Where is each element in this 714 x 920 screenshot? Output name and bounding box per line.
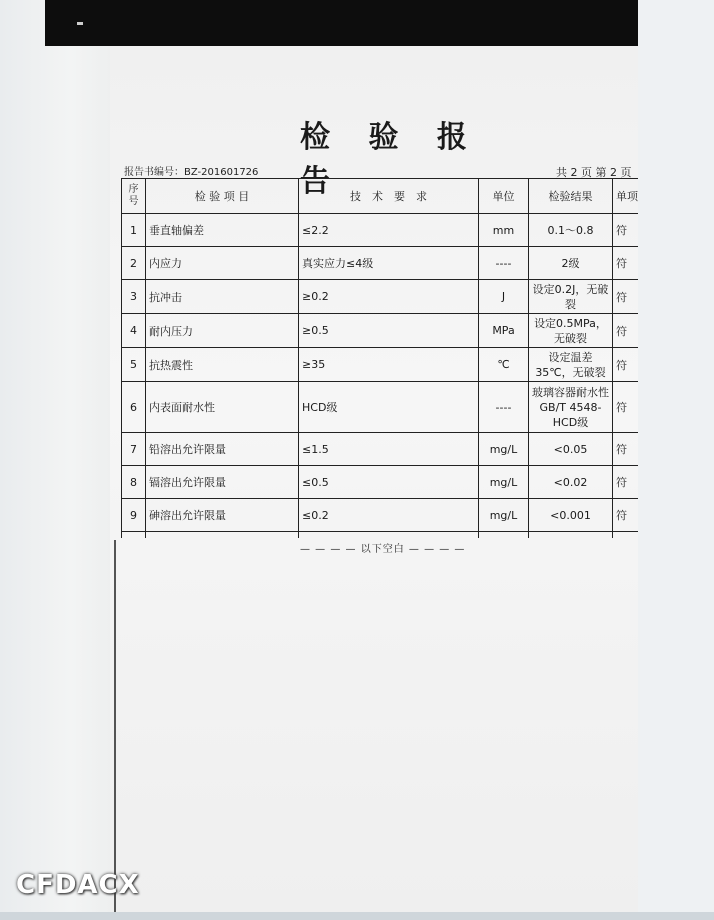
row-judgement: 符: [613, 382, 639, 433]
row-result: [529, 532, 613, 539]
table-row: [122, 280, 639, 314]
row-result: 设定0.5MPa，无破裂: [529, 314, 613, 348]
table-row: [122, 532, 639, 539]
row-judgement: 符: [613, 466, 639, 499]
header-requirement: 技 术 要 求: [299, 179, 479, 214]
row-unit: ----: [479, 382, 529, 433]
row-item: 内表面耐水性: [146, 382, 299, 433]
row-unit: ----: [479, 247, 529, 280]
row-result: <0.05: [529, 433, 613, 466]
row-result: 玻璃容器耐水性GB/T 4548-HCD级: [529, 382, 613, 433]
row-item: 铅溶出允许限量: [146, 433, 299, 466]
row-result: <0.02: [529, 466, 613, 499]
header-item: 检 验 项 目: [146, 179, 299, 214]
row-no: 8: [122, 466, 146, 499]
row-item: 内应力: [146, 247, 299, 280]
row-result: 2级: [529, 247, 613, 280]
row-requirement: ≥35: [299, 348, 479, 382]
row-unit: [479, 532, 529, 539]
scan-background-left: [0, 0, 118, 920]
table-row: [122, 348, 639, 382]
row-no: 3: [122, 280, 146, 314]
row-requirement: [299, 532, 479, 539]
row-unit: mg/L: [479, 499, 529, 532]
blank-below-marker: — — — — 以下空白 — — — —: [300, 544, 466, 555]
page-counter: 共 2 页 第 2 页: [556, 166, 632, 179]
header-no: 序号: [122, 179, 146, 214]
row-judgement: 符: [613, 214, 639, 247]
table-row: [122, 382, 639, 433]
row-requirement: ≤0.5: [299, 466, 479, 499]
row-no: 2: [122, 247, 146, 280]
row-requirement: 真实应力≤4级: [299, 247, 479, 280]
table-row: [122, 466, 639, 499]
scan-background-right: [638, 0, 714, 920]
row-item: 抗热震性: [146, 348, 299, 382]
row-unit: mg/L: [479, 433, 529, 466]
row-item: 镉溶出允许限量: [146, 466, 299, 499]
watermark-text: CFDACX: [16, 870, 140, 900]
row-requirement: ≤0.2: [299, 499, 479, 532]
row-requirement: HCD级: [299, 382, 479, 433]
row-judgement: 符: [613, 314, 639, 348]
row-no: 1: [122, 214, 146, 247]
row-no: 5: [122, 348, 146, 382]
row-judgement: [613, 532, 639, 539]
row-unit: ℃: [479, 348, 529, 382]
row-result: <0.001: [529, 499, 613, 532]
row-judgement: 符: [613, 348, 639, 382]
row-judgement: 符: [613, 280, 639, 314]
row-result: 设定温差35℃，无破裂: [529, 348, 613, 382]
row-requirement: ≥0.5: [299, 314, 479, 348]
row-unit: J: [479, 280, 529, 314]
row-judgement: 符: [613, 247, 639, 280]
row-result: 0.1～0.8: [529, 214, 613, 247]
row-unit: MPa: [479, 314, 529, 348]
table-row: [122, 247, 639, 280]
table-row: [122, 214, 639, 247]
row-no: 9: [122, 499, 146, 532]
inspection-table: [121, 178, 638, 538]
row-item: 耐内压力: [146, 314, 299, 348]
row-result: 设定0.2J，无破裂: [529, 280, 613, 314]
header-judgement: 单项: [613, 179, 639, 214]
report-number: 报告书编号：BZ-201601726: [124, 167, 259, 178]
row-no: [122, 532, 146, 539]
row-judgement: 符: [613, 433, 639, 466]
row-no: 7: [122, 433, 146, 466]
row-no: 6: [122, 382, 146, 433]
table-row: [122, 499, 639, 532]
page-fold-edge: [114, 540, 122, 912]
row-no: 4: [122, 314, 146, 348]
row-requirement: ≥0.2: [299, 280, 479, 314]
row-item: 抗冲击: [146, 280, 299, 314]
row-judgement: 符: [613, 499, 639, 532]
row-item: [146, 532, 299, 539]
table-row: [122, 433, 639, 466]
table-row: [122, 314, 639, 348]
header-unit: 单位: [479, 179, 529, 214]
header-result: 检验结果: [529, 179, 613, 214]
row-requirement: ≤1.5: [299, 433, 479, 466]
window-bottom-strip: [0, 912, 714, 920]
row-unit: mm: [479, 214, 529, 247]
table-header-row: [122, 179, 639, 214]
page-title: 检 验 报 告: [300, 120, 481, 199]
row-item: 砷溶出允许限量: [146, 499, 299, 532]
row-requirement: ≤2.2: [299, 214, 479, 247]
row-item: 垂直轴偏差: [146, 214, 299, 247]
row-unit: mg/L: [479, 466, 529, 499]
scan-top-shadow: [45, 0, 638, 46]
